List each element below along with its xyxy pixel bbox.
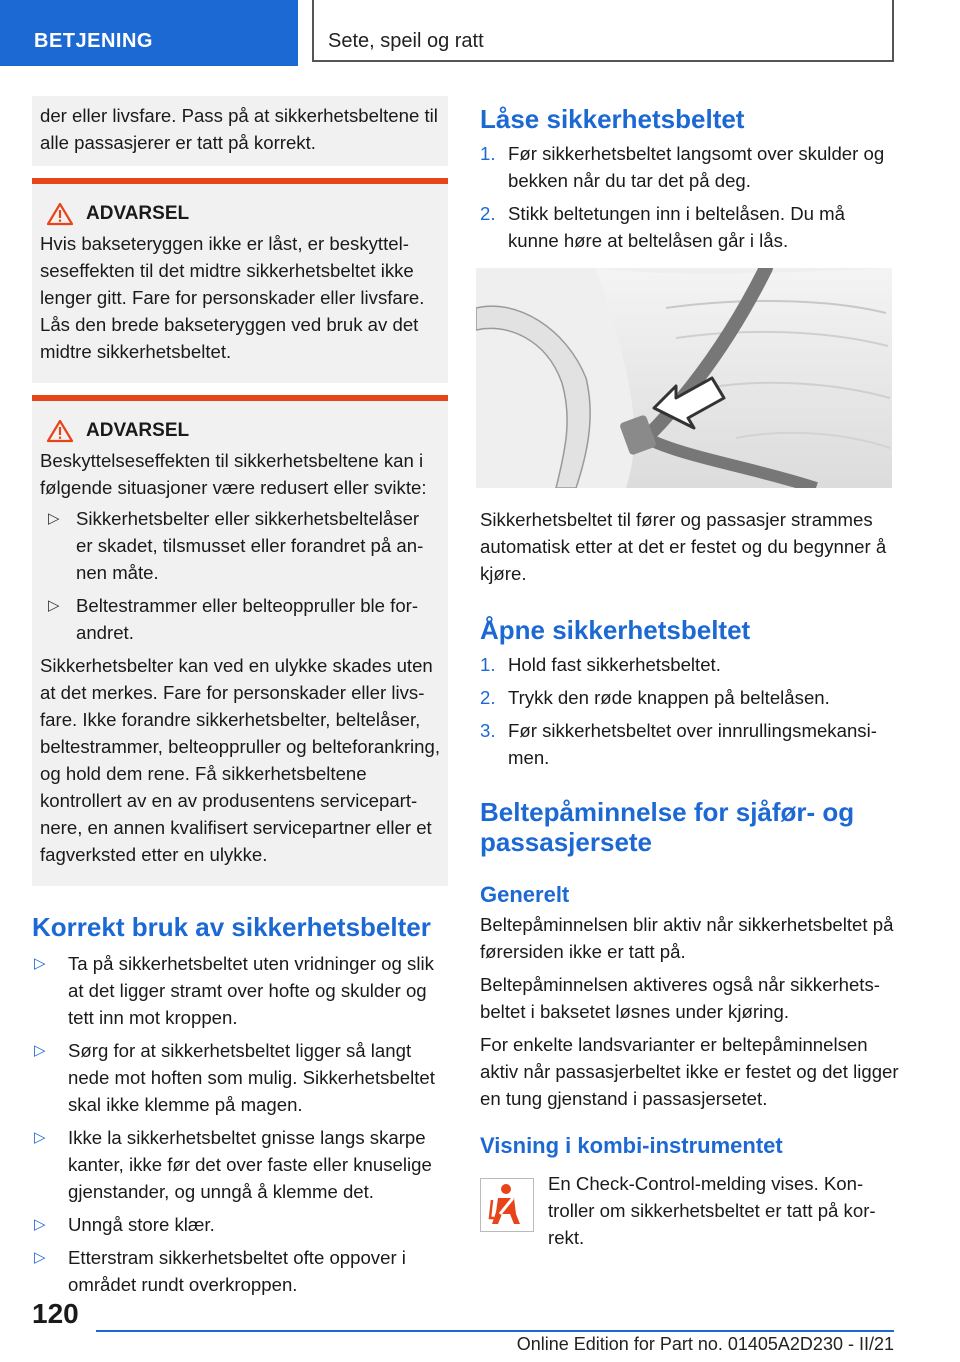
warning-text-2: Sikkerhetsbelter kan ved en ulykke skades uten at det merkes. Fare for personskader eller livsfare. Ikke forandre sikkerhetsbelter, beltelåser, beltestrammer, belteoppruller og belteforankring, og hold dem rene. Få sikkerhetsbeltene kontrollert av en av produsentens servicepartnere, en annen kvalifisert servicepartner eller et fagverksted etter en ulykke.	[40, 655, 440, 865]
intro-text: der eller livsfare. Pass på at sikkerhetsbeltene til alle passasjerer er tatt på korrekt.	[40, 105, 438, 153]
list-item	[40, 505, 440, 586]
list-item	[32, 1244, 448, 1298]
triangle-right-icon: ▷	[34, 1129, 46, 1146]
header-section-label: BETJENING	[34, 30, 153, 52]
warning-triangle-icon	[46, 419, 74, 443]
section-heading-reminder: Beltepåminnelse for sjåfør- og passasjersete	[480, 797, 855, 857]
subheading-general: Generelt	[480, 882, 570, 907]
reminder-paragraph-2: Beltepåminnelsen aktiveres også når sikkerhetsbeltet i baksetet løsnes under kjøring.	[480, 974, 880, 1022]
list-item	[32, 1037, 448, 1118]
step-text: Stikk beltetungen inn i beltelåsen. Du må kunne høre at beltelåsen går i lås.	[508, 203, 845, 251]
step-text: Før sikkerhetsbeltet langsomt over skulder og bekken når du tar det på deg.	[508, 143, 885, 191]
right-column	[480, 96, 900, 1251]
warning-box-2	[32, 395, 448, 886]
list-item-text: Beltestrammer eller belteoppruller ble forandret.	[76, 595, 419, 643]
list-item	[480, 717, 900, 771]
list-item-text: Ikke la sikkerhetsbeltet gnisse langs skarpe kanter, ikke før det over faste eller knuselige gjenstander, og unngå å klemme det.	[68, 1127, 432, 1202]
step-text: Hold fast sikkerhetsbeltet.	[508, 654, 721, 675]
triangle-right-icon: ▷	[48, 510, 60, 527]
list-item	[480, 684, 900, 711]
step-number: 2.	[480, 687, 496, 708]
section-heading-correct-use: Korrekt bruk av sikkerhetsbelter	[32, 912, 431, 942]
step-text: Trykk den røde knappen på beltelåsen.	[508, 687, 830, 708]
triangle-right-icon: ▷	[34, 1216, 46, 1233]
display-icon-text: En Check-Control-melding vises. Kontroller om sikkerhetsbeltet er tatt på korrekt.	[548, 1173, 876, 1248]
subheading-display: Visning i kombi-instrumentet	[480, 1133, 783, 1158]
footer-edition: Online Edition for Part no. 01405A2D230 - II/21	[516, 1334, 894, 1354]
list-item	[480, 140, 900, 194]
seatbelt-buckle-illustration	[476, 268, 892, 488]
page-number: 120	[32, 1298, 79, 1329]
list-item-text: Sikkerhetsbelter eller sikkerhetsbeltelåser er skadet, tilsmusset eller forandret på annen måte.	[76, 508, 424, 583]
display-icon-row	[480, 1170, 900, 1251]
list-item	[32, 1124, 448, 1205]
seatbelt-warning-icon	[480, 1178, 534, 1232]
warning-text-1: Hvis bakseteryggen ikke er låst, er beskyttelseseffekten til det midtre sikkerhetsbeltet ikke lenger gitt. Fare for personskader eller livsfare. Lås den brede bakseteryggen ved bruk av det midtre sikkerhetsbeltet.	[40, 233, 425, 362]
left-column	[32, 96, 448, 1304]
open-steps	[480, 651, 900, 771]
section-heading-open: Åpne sikkerhetsbeltet	[480, 615, 751, 645]
correct-use-list	[32, 950, 448, 1298]
warning-triangle-icon	[46, 202, 74, 226]
section-heading-lock: Låse sikkerhetsbeltet	[480, 104, 745, 134]
step-number: 1.	[480, 143, 496, 164]
reminder-paragraph-1: Beltepåminnelsen blir aktiv når sikkerhetsbeltet på førersiden ikke er tatt på.	[480, 914, 894, 962]
list-item-text: Etterstram sikkerhetsbeltet ofte oppover i området rundt overkroppen.	[68, 1247, 406, 1295]
warning-box-1	[32, 178, 448, 383]
header-chapter-label: Sete, speil og ratt	[328, 30, 484, 52]
warning-title-2	[40, 419, 440, 443]
list-item	[40, 592, 440, 646]
triangle-right-icon: ▷	[34, 955, 46, 972]
warning-title-1	[40, 202, 440, 226]
list-item	[480, 651, 900, 678]
lock-steps	[480, 140, 900, 254]
step-text: Før sikkerhetsbeltet over innrullingsmekansimen.	[508, 720, 877, 768]
list-item-text: Sørg for at sikkerhetsbeltet ligger så langt nede mot hoften som mulig. Sikkerhetsbeltet skal ikke klemme på magen.	[68, 1040, 435, 1115]
step-number: 3.	[480, 720, 496, 741]
list-item	[32, 1211, 448, 1238]
warning-bullets	[40, 505, 440, 646]
step-number: 2.	[480, 203, 496, 224]
list-item	[480, 200, 900, 254]
lock-after-text: Sikkerhetsbeltet til fører og passasjer strammes automatisk etter at det er festet og du begynner å kjøre.	[480, 509, 887, 584]
header-section-tab	[0, 0, 298, 66]
warning-intro-2: Beskyttelseseffekten til sikkerhetsbeltene kan i følgende situasjoner være redusert eller svikte:	[40, 450, 427, 498]
triangle-right-icon: ▷	[34, 1249, 46, 1266]
triangle-right-icon: ▷	[34, 1042, 46, 1059]
footer-divider	[96, 1330, 894, 1332]
header-chapter-box	[312, 0, 894, 62]
warning-title-text-1: ADVARSEL	[86, 203, 190, 224]
intro-box	[32, 96, 448, 166]
list-item-text: Ta på sikkerhetsbeltet uten vridninger og slik at det ligger stramt over hofte og skulder og tett inn mot kroppen.	[68, 953, 434, 1028]
reminder-paragraph-3: For enkelte landsvarianter er beltepåminnelsen aktiv når passasjerbeltet ikke er festet og det ligger en tung gjenstand i passasjersetet.	[480, 1034, 899, 1109]
list-item-text: Unngå store klær.	[68, 1214, 215, 1235]
triangle-right-icon: ▷	[48, 597, 60, 614]
step-number: 1.	[480, 654, 496, 675]
warning-title-text-2: ADVARSEL	[86, 420, 190, 441]
list-item	[32, 950, 448, 1031]
